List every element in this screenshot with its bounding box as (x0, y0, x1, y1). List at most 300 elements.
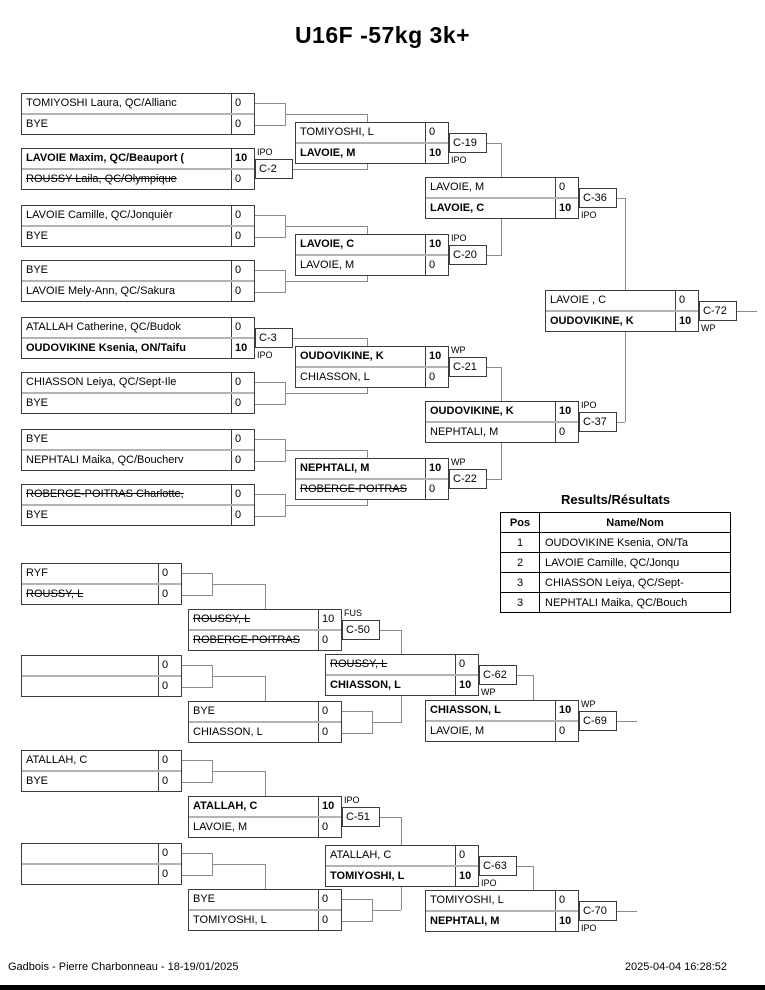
connector-line (265, 864, 266, 889)
score-value: 0 (231, 94, 254, 113)
score-value: 0 (231, 170, 254, 189)
score-value: 0 (231, 430, 254, 449)
connector-line (253, 439, 285, 440)
competitor-name: OUDOVIKINE, K (300, 350, 384, 362)
match-row (296, 254, 448, 275)
match-row (22, 504, 254, 525)
score-value: 10 (318, 797, 341, 816)
score-value: 0 (231, 451, 254, 470)
connector-line (212, 676, 265, 677)
connector-line (253, 103, 285, 104)
result-position: 3 (501, 573, 540, 593)
match-row (22, 656, 181, 675)
score-value: 0 (425, 480, 448, 499)
score-value: 0 (555, 891, 578, 910)
competitor-name: LAVOIE, M (430, 725, 485, 737)
competitor-name: CHIASSON, L (300, 371, 370, 383)
match-row (326, 846, 478, 865)
connector-line (367, 276, 368, 282)
competitor-name: BYE (26, 118, 49, 130)
score-value: 10 (425, 347, 448, 366)
connector-line (253, 215, 285, 216)
connector-line (180, 782, 212, 783)
match-mb2 (188, 701, 342, 743)
bottom-edge-bar (0, 985, 765, 990)
connector-line (265, 676, 266, 701)
competitor-name: ROBERGE-POITRAS (300, 483, 407, 495)
competitor-name: CHIASSON, L (330, 679, 401, 691)
match-row (296, 142, 448, 163)
connector-line (367, 500, 368, 506)
match-row (22, 225, 254, 246)
match-m4 (21, 260, 255, 302)
match-br1 (425, 700, 579, 742)
connector-line (253, 516, 285, 517)
connector-line (180, 573, 212, 574)
result-code: WP (481, 687, 496, 697)
competitor-name: LAVOIE, M (300, 259, 355, 271)
connector-line (372, 910, 401, 911)
match-row (426, 910, 578, 931)
competitor-name: CHIASSON, L (430, 704, 501, 716)
match-lb2 (21, 655, 182, 697)
score-value: 0 (318, 702, 341, 721)
match-row (189, 816, 341, 837)
match-row (22, 675, 181, 696)
connector-line (340, 921, 372, 922)
match-row (426, 197, 578, 218)
competitor-name (22, 865, 158, 884)
match-row (296, 366, 448, 387)
connector-line (501, 443, 502, 480)
match-row (22, 206, 254, 225)
competitor-name: TOMIYOSHI, L (193, 914, 267, 926)
match-lb3 (21, 750, 182, 792)
match-row (189, 629, 341, 650)
results-table (500, 512, 731, 613)
competitor-name (22, 677, 158, 696)
match-row (546, 310, 698, 331)
match-r2d (295, 458, 449, 500)
result-code: WP (451, 345, 466, 355)
match-row (189, 702, 341, 721)
results-row (501, 593, 731, 613)
match-sf2 (425, 401, 579, 443)
result-name: OUDOVIKINE Ksenia, ON/Ta (540, 533, 731, 553)
score-value: 10 (555, 701, 578, 720)
connector-line (253, 494, 285, 495)
competitor-name: ROUSSY, L (26, 588, 84, 600)
score-value: 0 (231, 318, 254, 337)
score-value: 0 (158, 585, 181, 604)
connector-line (212, 864, 265, 865)
score-value: 10 (231, 339, 254, 358)
match-row (296, 347, 448, 366)
match-number-label: C-51 (342, 807, 380, 827)
competitor-name: BYE (26, 230, 49, 242)
score-value: 0 (231, 206, 254, 225)
connector-line (625, 198, 626, 290)
match-row (22, 168, 254, 189)
score-value: 0 (555, 423, 578, 442)
match-row (22, 564, 181, 583)
competitor-name: ATALLAH, C (26, 754, 88, 766)
result-code: IPO (481, 878, 497, 888)
match-m5 (21, 317, 255, 359)
score-value: 0 (231, 227, 254, 246)
score-value: 10 (555, 199, 578, 218)
connector-line (253, 382, 285, 383)
result-code: WP (451, 457, 466, 467)
connector-line (367, 164, 368, 170)
match-sf1 (425, 177, 579, 219)
connector-line (180, 853, 212, 854)
score-value: 0 (231, 115, 254, 134)
match-row (426, 178, 578, 197)
results-row (501, 553, 731, 573)
connector-line (372, 722, 401, 723)
match-number-label: C-63 (479, 856, 517, 876)
competitor-name (22, 844, 158, 863)
score-value: 10 (675, 312, 698, 331)
match-row (22, 113, 254, 134)
match-mb4 (188, 889, 342, 931)
match-number-label: C-37 (579, 412, 617, 432)
competitor-name: LAVOIE , C (550, 294, 607, 306)
match-m2 (21, 148, 255, 190)
connector-line (367, 114, 368, 122)
match-row (426, 701, 578, 720)
match-nb2 (325, 845, 479, 887)
competitor-name: TOMIYOSHI, L (430, 894, 504, 906)
score-value: 0 (455, 655, 478, 674)
match-row (296, 459, 448, 478)
score-value: 0 (425, 256, 448, 275)
match-number-label: C-70 (579, 901, 617, 921)
score-value: 10 (555, 402, 578, 421)
match-number-label: C-2 (255, 159, 293, 179)
score-value: 10 (455, 867, 478, 886)
competitor-name: BYE (26, 433, 49, 445)
result-code: IPO (581, 400, 597, 410)
connector-line (180, 595, 212, 596)
connector-line (501, 143, 502, 177)
connector-line (367, 450, 368, 458)
match-row (326, 655, 478, 674)
score-value: 10 (425, 144, 448, 163)
match-m6 (21, 372, 255, 414)
match-row (426, 421, 578, 442)
result-position: 1 (501, 533, 540, 553)
score-value: 0 (231, 506, 254, 525)
match-m1 (21, 93, 255, 135)
score-value: 10 (455, 676, 478, 695)
competitor-name: BYE (193, 893, 216, 905)
score-value: 0 (158, 677, 181, 696)
connector-line (212, 584, 265, 585)
competitor-name: ATALLAH, C (193, 800, 258, 812)
result-position: 3 (501, 593, 540, 613)
page-title: U16F -57kg 3k+ (294, 22, 471, 48)
competitor-name: ROUSSY, L (330, 658, 388, 670)
result-name: CHIASSON Leiya, QC/Sept- (540, 573, 731, 593)
score-value: 0 (158, 865, 181, 884)
connector-line (367, 226, 368, 234)
connector-line (253, 404, 285, 405)
results-header-pos: Pos (501, 513, 540, 533)
score-value: 0 (231, 394, 254, 413)
score-value: 0 (231, 373, 254, 392)
connector-line (288, 169, 367, 170)
match-row (189, 797, 341, 816)
match-row (22, 149, 254, 168)
footer-event-info: Gadbois - Pierre Charbonneau - 18-19/01/2025 (8, 961, 239, 973)
connector-line (501, 367, 502, 401)
connector-line (180, 665, 212, 666)
connector-line (285, 505, 367, 506)
match-r2a (295, 122, 449, 164)
match-row (22, 373, 254, 392)
match-row (22, 430, 254, 449)
result-code: FUS (344, 608, 362, 618)
competitor-name: LAVOIE Camille, QC/Jonquièr (26, 209, 173, 221)
match-number-label: C-19 (449, 133, 487, 153)
score-value: 0 (318, 723, 341, 742)
match-r2b (295, 234, 449, 276)
match-row (189, 890, 341, 909)
match-row (426, 891, 578, 910)
match-row (22, 261, 254, 280)
score-value: 0 (455, 846, 478, 865)
connector-line (340, 899, 372, 900)
match-row (22, 318, 254, 337)
match-row (22, 449, 254, 470)
match-row (546, 291, 698, 310)
results-title: Results/Résultats (560, 492, 671, 507)
result-code: IPO (257, 350, 273, 360)
match-row (296, 478, 448, 499)
connector-line (180, 875, 212, 876)
score-value: 0 (158, 751, 181, 770)
result-code: IPO (257, 147, 273, 157)
match-row (22, 583, 181, 604)
connector-line (265, 771, 266, 796)
connector-line (367, 388, 368, 394)
match-number-label: C-72 (699, 301, 737, 321)
connector-line (212, 771, 265, 772)
connector-line (180, 687, 212, 688)
match-number-label: C-62 (479, 665, 517, 685)
connector-line (253, 125, 285, 126)
competitor-name: NEPHTALI, M (430, 426, 499, 438)
results-header-row (501, 513, 731, 533)
results-header-name: Name/Nom (540, 513, 731, 533)
score-value: 0 (158, 564, 181, 583)
score-value: 0 (231, 485, 254, 504)
match-row (189, 909, 341, 930)
result-code: WP (581, 699, 596, 709)
competitor-name: LAVOIE, C (430, 202, 485, 214)
match-mb1 (188, 609, 342, 651)
match-number-label: C-3 (255, 328, 293, 348)
competitor-name: RYF (26, 567, 48, 579)
connector-line (253, 237, 285, 238)
score-value: 0 (158, 844, 181, 863)
match-m7 (21, 429, 255, 471)
score-value: 0 (555, 722, 578, 741)
connector-line (401, 817, 402, 845)
match-lb4 (21, 843, 182, 885)
score-value: 10 (555, 912, 578, 931)
match-row (189, 610, 341, 629)
results-row (501, 533, 731, 553)
score-value: 10 (318, 610, 341, 629)
match-m3 (21, 205, 255, 247)
match-row (22, 392, 254, 413)
connector-line (253, 270, 285, 271)
competitor-name: NEPHTALI, M (300, 462, 370, 474)
match-number-label: C-50 (342, 620, 380, 640)
match-row (22, 280, 254, 301)
score-value: 10 (425, 235, 448, 254)
score-value: 10 (425, 459, 448, 478)
score-value: 0 (231, 261, 254, 280)
competitor-name: OUDOVIKINE Ksenia, ON/Taifu (26, 342, 186, 354)
match-row (22, 863, 181, 884)
match-br2 (425, 890, 579, 932)
match-row (296, 123, 448, 142)
match-number-label: C-21 (449, 357, 487, 377)
match-final (545, 290, 699, 332)
match-lb1 (21, 563, 182, 605)
match-row (22, 94, 254, 113)
result-code: IPO (581, 210, 597, 220)
result-code: IPO (451, 233, 467, 243)
competitor-name: LAVOIE Maxim, QC/Beauport ( (26, 152, 185, 164)
result-code: IPO (344, 795, 360, 805)
score-value: 0 (158, 772, 181, 791)
match-row (22, 751, 181, 770)
result-code: IPO (581, 923, 597, 933)
match-row (22, 337, 254, 358)
competitor-name: CHIASSON, L (193, 726, 263, 738)
score-value: 0 (158, 656, 181, 675)
competitor-name: BYE (26, 775, 49, 787)
competitor-name: NEPHTALI Maika, QC/Boucherv (26, 454, 184, 466)
connector-line (401, 887, 402, 910)
score-value: 0 (318, 631, 341, 650)
match-r2c (295, 346, 449, 388)
competitor-name (22, 656, 158, 675)
connector-line (288, 338, 367, 339)
footer-timestamp: 2025-04-04 16:28:52 (624, 961, 727, 973)
score-value: 0 (318, 890, 341, 909)
connector-line (253, 292, 285, 293)
competitor-name: BYE (26, 509, 49, 521)
match-row (326, 865, 478, 886)
score-value: 0 (231, 282, 254, 301)
match-row (326, 674, 478, 695)
connector-line (533, 675, 534, 700)
connector-line (285, 393, 367, 394)
connector-line (285, 450, 367, 451)
match-m8 (21, 484, 255, 526)
connector-line (340, 733, 372, 734)
competitor-name: ROUSSY, L (193, 613, 251, 625)
competitor-name: LAVOIE, M (430, 181, 485, 193)
competitor-name: LAVOIE, M (300, 147, 356, 159)
competitor-name: LAVOIE, C (300, 238, 355, 250)
match-number-label: C-22 (449, 469, 487, 489)
competitor-name: ATALLAH Catherine, QC/Budok (26, 321, 181, 333)
score-value: 0 (675, 291, 698, 310)
match-row (426, 402, 578, 421)
connector-line (340, 711, 372, 712)
score-value: 0 (425, 368, 448, 387)
competitor-name: OUDOVIKINE, K (430, 405, 514, 417)
connector-line (180, 760, 212, 761)
match-row (22, 844, 181, 863)
connector-line (401, 696, 402, 723)
connector-line (285, 281, 367, 282)
result-name: LAVOIE Camille, QC/Jonqu (540, 553, 731, 573)
match-row (189, 721, 341, 742)
results-row (501, 573, 731, 593)
competitor-name: LAVOIE Mely-Ann, QC/Sakura (26, 285, 175, 297)
competitor-name: ROBERGE-POITRAS (193, 634, 300, 646)
connector-line (253, 461, 285, 462)
connector-line (533, 866, 534, 890)
competitor-name: TOMIYOSHI, L (300, 126, 374, 138)
competitor-name: ROUSSY Laila, QC/Olympique (26, 173, 177, 185)
result-code: IPO (451, 155, 467, 165)
score-value: 0 (318, 911, 341, 930)
score-value: 0 (318, 818, 341, 837)
match-row (296, 235, 448, 254)
match-row (22, 485, 254, 504)
match-number-label: C-20 (449, 245, 487, 265)
result-name: NEPHTALI Maika, QC/Bouch (540, 593, 731, 613)
score-value: 10 (231, 149, 254, 168)
connector-line (501, 219, 502, 256)
match-mb3 (188, 796, 342, 838)
connector-line (401, 630, 402, 654)
match-number-label: C-69 (579, 711, 617, 731)
competitor-name: OUDOVIKINE, K (550, 315, 634, 327)
competitor-name: BYE (193, 705, 216, 717)
competitor-name: BYE (26, 397, 49, 409)
connector-line (265, 584, 266, 609)
connector-line (285, 114, 367, 115)
result-position: 2 (501, 553, 540, 573)
competitor-name: LAVOIE, M (193, 821, 248, 833)
score-value: 0 (425, 123, 448, 142)
match-nb1 (325, 654, 479, 696)
score-value: 0 (555, 178, 578, 197)
connector-line (285, 226, 367, 227)
competitor-name: ATALLAH, C (330, 849, 392, 861)
competitor-name: TOMIYOSHI Laura, QC/Allianc (26, 97, 177, 109)
competitor-name: BYE (26, 264, 49, 276)
competitor-name: CHIASSON Leiya, QC/Sept-Ile (26, 376, 177, 388)
competitor-name: TOMIYOSHI, L (330, 870, 405, 882)
match-row (426, 720, 578, 741)
competitor-name: ROBERGE-POITRAS Charlotte, (26, 488, 184, 500)
result-code: WP (701, 323, 716, 333)
connector-line (625, 332, 626, 422)
match-row (22, 770, 181, 791)
match-number-label: C-36 (579, 188, 617, 208)
